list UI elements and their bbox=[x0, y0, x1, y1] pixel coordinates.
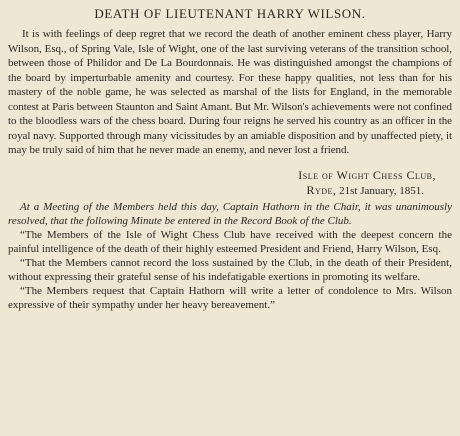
meeting-minute: At a Meeting of the Members held this day, Captain Hathorn in the Chair, it was unanimously resolved, that the following Minute be entered in the Record Book of the Club. bbox=[8, 200, 452, 227]
resolution-3: “The Members request that Captain Hathorn will write a letter of condolence to Mrs. Wilson expressive of their sympathy under her heavy bereavement.” bbox=[8, 284, 452, 311]
club-place: Ryde, bbox=[306, 182, 337, 197]
resolution-1: “The Members of the Isle of Wight Chess Club have received with the deepest concern the painful intelligence of the death of their highly esteemed President and Friend, Harry Wilson, Esq. bbox=[8, 228, 452, 255]
article-title: DEATH OF LIEUTENANT HARRY WILSON. bbox=[94, 6, 366, 21]
club-date: 21st January, 1851. bbox=[339, 184, 424, 197]
club-signature-block bbox=[8, 168, 452, 198]
club-dateline bbox=[8, 183, 436, 198]
club-name-text: Isle of Wight Chess Club, bbox=[298, 167, 436, 182]
resolution-2: “That the Members cannot record the loss sustained by the Club, in the death of their President, without expressing their grateful sense of his indefatigable exertions in promoting its welfare. bbox=[8, 256, 452, 283]
obituary-paragraph: It is with feelings of deep regret that we record the death of another eminent chess player, Harry Wilson, Esq., of Spring Vale, Isle of Wight, one of the last surviving veterans of the transition school, between those of Philidor and De La Bourdonnais. He was distinguished amongst the champions of the board by imperturbable amenity and courtesy. For these happy qualities, not less than for his mastery of the noble game, he was selected as marshal of the lists for England, in the memorable contest at Paris between Staunton and Saint Amant. But Mr. Wilson's achievements were not confined to the bloodless wars of the chess board. During four reigns he served his country as an officer in the royal navy. Supported through many vicissitudes by an amiable disposition and by unaffected piety, it may be truly said of him that he never made an enemy, and never lost a friend. bbox=[8, 28, 452, 156]
club-name bbox=[8, 168, 436, 183]
